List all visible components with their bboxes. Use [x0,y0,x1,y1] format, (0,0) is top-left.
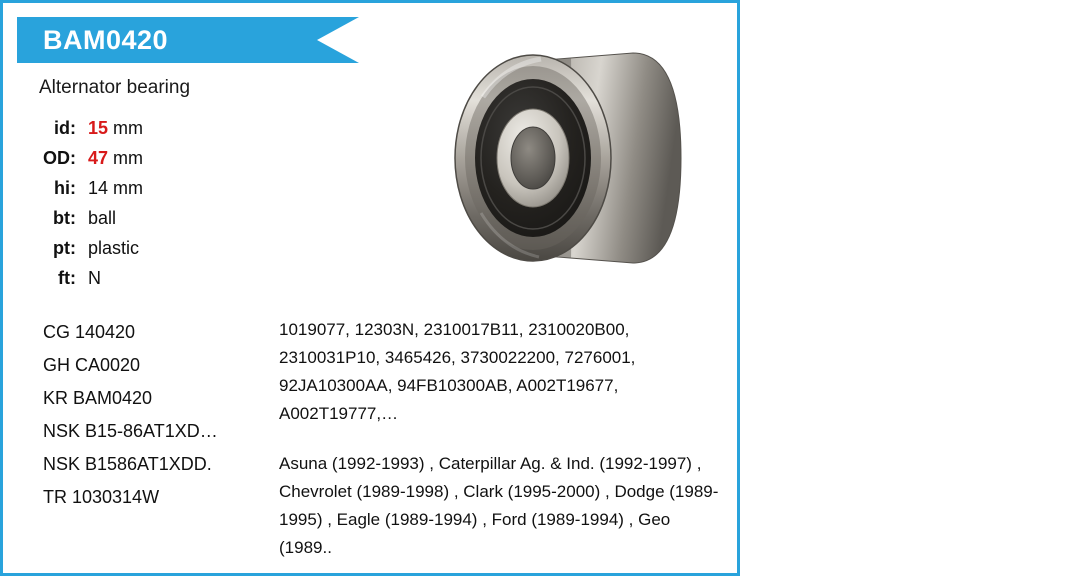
page-title: BAM0420 [43,25,169,55]
spec-key: pt: [53,238,76,258]
list-item: CG 140420 [43,322,136,342]
watermark [893,147,1083,185]
spec-key: bt: [53,208,76,228]
spec-value [88,173,143,203]
table-row [43,263,143,293]
spec-value-number: 15 [88,118,109,138]
product-subtitle: Alternator bearing [39,77,191,98]
table-row [43,203,143,233]
table-row [43,113,143,143]
watermark-url: WWW.VOLTAG.RU [933,173,1043,185]
spec-value: N [88,268,101,288]
spec-key: OD: [43,148,76,168]
spec-key: hi: [54,178,76,198]
bearing-photo [423,17,1047,299]
list-item: NSK B15-86AT1XD… [43,421,218,441]
spec-value: ball [88,208,117,228]
list-item: GH CA0020 [43,355,141,375]
spec-value-unit: mm [113,148,144,168]
table-row [43,143,143,173]
watermark-brand: VOLTAG [929,145,1047,175]
bearing-illustration [423,17,723,299]
spec-value [88,143,143,173]
spec-value-unit: mm [113,118,144,138]
list-item: TR 1030314W [43,487,160,507]
vehicle-applications: Asuna (1992-1993) , Caterpillar Ag. & Ind. (1992-1997) , Chevrolet (1989-1998) , Clark (1995-2000) , Dodge (1989-1995) , Eagle (1989-1994) , Ford (1989-1994) , Geo (1989.. [279,454,719,557]
spec-value-number: 47 [88,148,109,168]
spec-value-number: 14 [88,178,109,198]
oe-numbers: 1019077, 12303N, 2310017B11, 2310020B00, 2310031P10, 3465426, 3730022200, 7276001, 92JA10300AA, 94FB10300AB, A002T19677, A002T19777,… [279,320,636,423]
spec-value: plastic [88,238,140,258]
list-item: KR BAM0420 [43,388,153,408]
table-row [43,173,143,203]
list-item: NSK B1586AT1XDD. [43,454,212,474]
title-ribbon [17,17,357,63]
spec-key: id: [54,118,76,138]
spec-value-unit: mm [113,178,144,198]
table-row [43,233,143,263]
cross-reference-list [43,316,268,514]
specs-table [43,113,143,293]
spec-value [88,113,143,143]
ribbon-arrow-icon [317,17,359,63]
spec-key: ft: [58,268,76,288]
